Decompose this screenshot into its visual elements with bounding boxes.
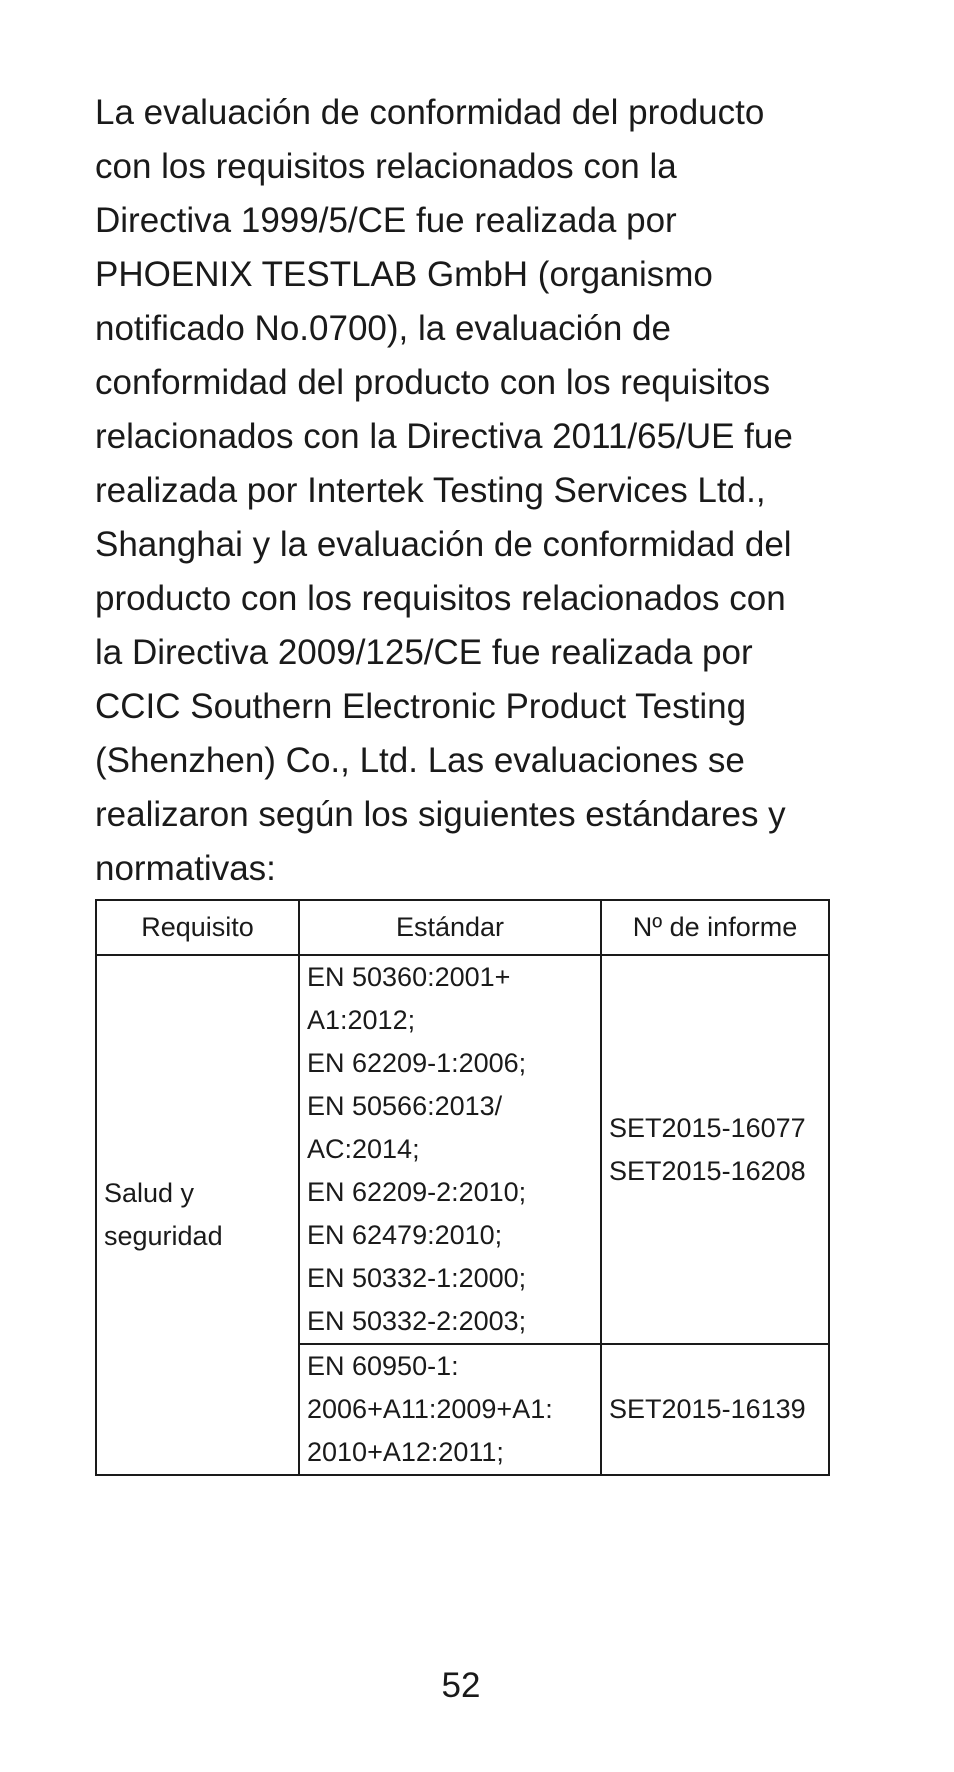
body-paragraph bbox=[95, 86, 855, 896]
paragraph-line: relacionados con la Directiva 2011/65/UE fue bbox=[95, 417, 793, 456]
requirement-cell bbox=[96, 955, 299, 1475]
paragraph-line: normativas: bbox=[95, 849, 276, 888]
paragraph-line: conformidad del producto con los requisitos bbox=[95, 363, 771, 402]
paragraph-line: con los requisitos relacionados con la bbox=[95, 147, 677, 186]
paragraph-line: La evaluación de conformidad del producto bbox=[95, 93, 765, 132]
paragraph-line: Directiva 1999/5/CE fue realizada por bbox=[95, 201, 677, 240]
standard-line: 2010+A12:2011; bbox=[307, 1437, 504, 1467]
standard-line: EN 50566:2013/ bbox=[307, 1091, 503, 1121]
paragraph-line: notificado No.0700), la evaluación de bbox=[95, 309, 671, 348]
standard-line: 2006+A11:2009+A1: bbox=[307, 1394, 553, 1424]
paragraph-line: CCIC Southern Electronic Product Testing bbox=[95, 687, 747, 726]
reports-cell bbox=[601, 1344, 829, 1475]
standard-line: EN 62479:2010; bbox=[307, 1220, 503, 1250]
paragraph-line: producto con los requisitos relacionados con bbox=[95, 579, 786, 618]
report-number: SET2015-16077 bbox=[609, 1112, 806, 1143]
paragraph-line: realizaron según los siguientes estándares y bbox=[95, 795, 786, 834]
header-requisito: Requisito bbox=[96, 900, 299, 955]
paragraph-line: PHOENIX TESTLAB GmbH (organismo bbox=[95, 255, 713, 294]
reports-cell bbox=[601, 955, 829, 1344]
standard-line: EN 50332-2:2003; bbox=[307, 1306, 527, 1336]
standard-line: A1:2012; bbox=[307, 1005, 416, 1035]
standard-line: EN 50360:2001+ bbox=[307, 962, 511, 992]
paragraph-line: la Directiva 2009/125/CE fue realizada por bbox=[95, 633, 753, 672]
requirement-line: Salud y bbox=[104, 1178, 195, 1208]
standard-line: EN 60950-1: bbox=[307, 1351, 459, 1381]
standards-cell bbox=[299, 1344, 601, 1475]
header-estandar: Estándar bbox=[299, 900, 601, 955]
report-number: SET2015-16208 bbox=[609, 1155, 806, 1186]
requirement-line: seguridad bbox=[104, 1221, 223, 1251]
table-header-row bbox=[96, 900, 829, 955]
standard-line: EN 62209-2:2010; bbox=[307, 1177, 527, 1207]
report-number: SET2015-16139 bbox=[609, 1394, 806, 1424]
paragraph-line: realizada por Intertek Testing Services Ltd., bbox=[95, 471, 766, 510]
table-row bbox=[96, 955, 829, 1344]
header-informe: Nº de informe bbox=[601, 900, 829, 955]
paragraph-line: Shanghai y la evaluación de conformidad del bbox=[95, 525, 792, 564]
requirements-table bbox=[95, 899, 830, 1476]
standard-line: EN 62209-1:2006; bbox=[307, 1048, 527, 1078]
paragraph-line: (Shenzhen) Co., Ltd. Las evaluaciones se bbox=[95, 741, 745, 780]
standard-line: EN 50332-1:2000; bbox=[307, 1263, 527, 1293]
page-number: 52 bbox=[441, 1666, 481, 1705]
standard-line: AC:2014; bbox=[307, 1134, 420, 1164]
standards-cell bbox=[299, 955, 601, 1344]
